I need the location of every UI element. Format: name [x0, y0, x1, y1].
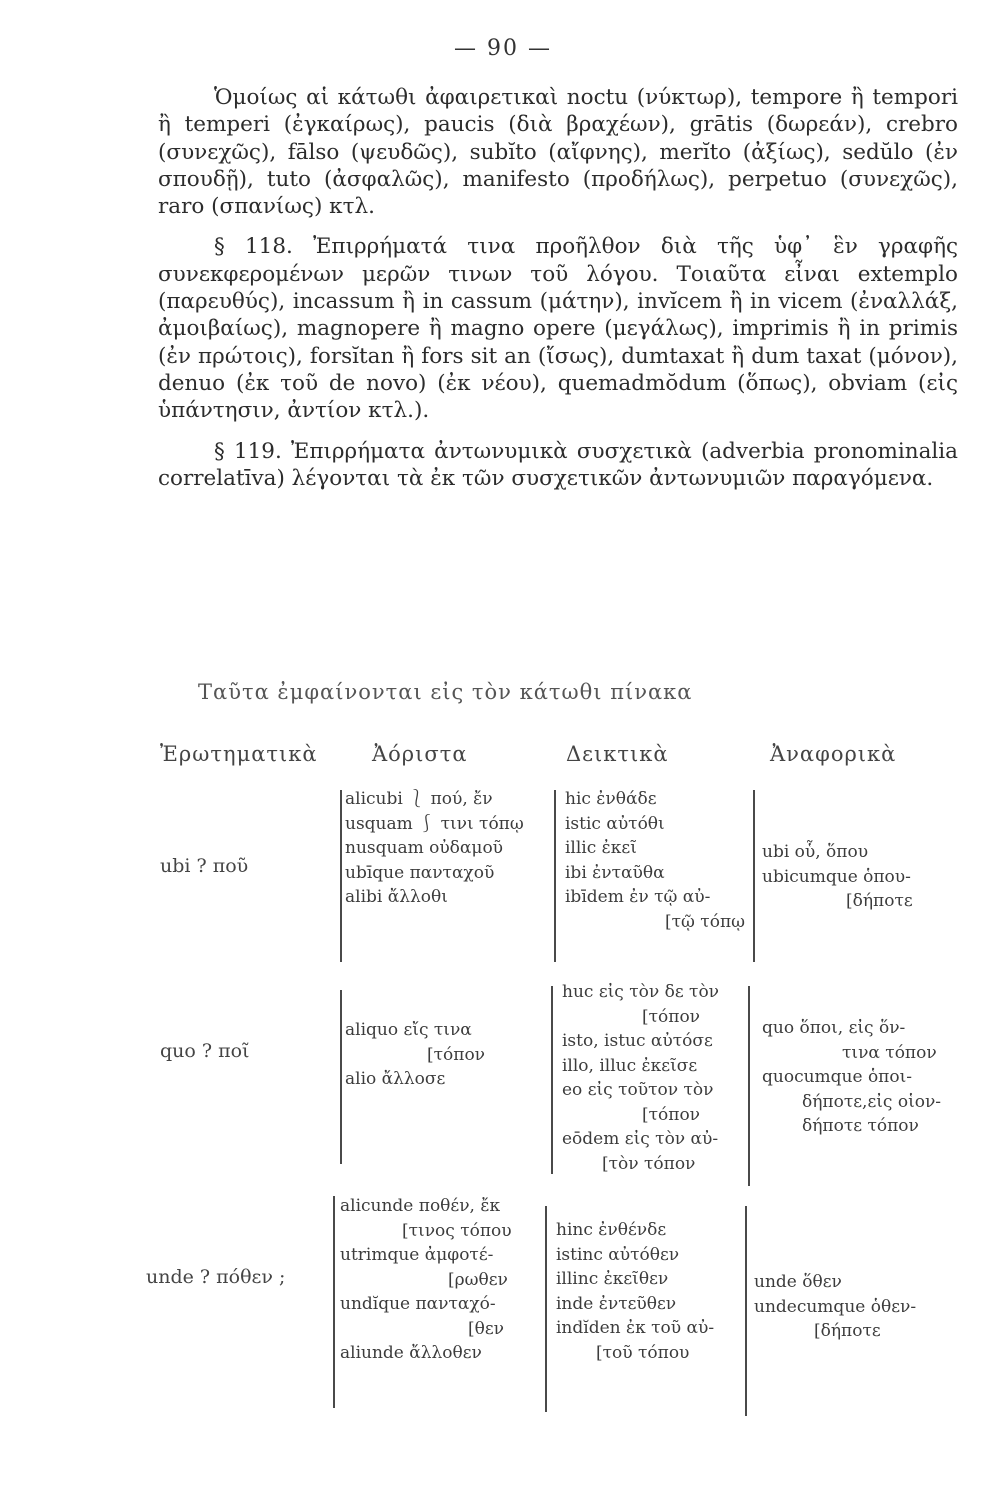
list-item: inde ἐντεῦθεν — [556, 1293, 677, 1314]
list-item: eōdem εἰς τὸν αὐ- — [562, 1129, 719, 1149]
list-item: unde ὅθεν — [754, 1272, 842, 1292]
list-item: indĭden ἐκ τοῦ αὐ- — [556, 1318, 715, 1338]
question-quo: quo ? ποῖ — [160, 1040, 250, 1062]
list-item: aliunde ἄλλοθεν — [340, 1343, 482, 1363]
rule — [333, 1196, 335, 1408]
list-item: δήποτε,εἰς οἱον- — [802, 1091, 942, 1112]
header-relative: Ἀναφορικὰ — [770, 742, 897, 766]
cell-demonstrative-unde — [556, 1218, 714, 1365]
list-item: illic ἐκεῖ — [565, 838, 637, 858]
list-item: usquam ⎰ τινι τόπῳ — [345, 813, 524, 834]
header-indefinite: Ἀόριστα — [372, 742, 468, 766]
list-item: [τινος τόπου — [402, 1220, 512, 1241]
cell-relative-quo — [762, 1016, 941, 1139]
list-item: alibi ἄλλοθι — [345, 887, 448, 907]
list-item: aliquo εἴς τινα — [345, 1020, 472, 1040]
list-item: alicunde ποθέν, ἔκ — [340, 1196, 501, 1216]
list-item: [τὸν τόπον — [602, 1153, 696, 1174]
list-item: ubīque πανταχοῦ — [345, 862, 495, 883]
list-item: istic αὐτόθι — [565, 813, 665, 834]
rule — [340, 990, 342, 1164]
list-item: undecumque ὁθεν- — [754, 1296, 917, 1317]
list-item: ubicumque ὁπου- — [762, 866, 911, 887]
cell-demonstrative-quo — [562, 980, 719, 1176]
list-item: utrimque ἀμφοτέ- — [340, 1245, 494, 1265]
cell-indefinite-unde — [340, 1194, 512, 1366]
cell-indefinite-ubi — [345, 787, 524, 910]
paragraph-section-119: § 119. Ἐπιρρήματα ἀντωνυμικὰ συσχετικὰ (adverbia pronominalia correlatīva) λέγονται τὰ ἐκ τῶν συσχετικῶν ἀντωνυμιῶν παραγόμενα. — [158, 438, 958, 491]
list-item: quocumque ὁποι- — [762, 1067, 913, 1087]
cell-relative-ubi — [762, 840, 913, 914]
rule — [745, 1206, 747, 1416]
list-item: ibi ἐνταῦθα — [565, 862, 665, 883]
list-item: [τόπον — [427, 1044, 486, 1065]
rule — [554, 790, 556, 962]
list-item: [τῷ τόπῳ — [665, 911, 745, 932]
rule — [545, 1206, 547, 1412]
cell-relative-unde — [754, 1270, 916, 1344]
question-ubi: ubi ? ποῦ — [160, 855, 249, 877]
cell-demonstrative-ubi — [565, 787, 745, 934]
list-item: δήποτε τόπον — [802, 1116, 919, 1136]
list-item: huc εἰς τὸν δε τὸν — [562, 982, 720, 1002]
rule — [551, 986, 553, 1174]
rule — [340, 790, 342, 962]
list-item: istinc αὐτόθεν — [556, 1244, 680, 1265]
question-unde: unde ? πόθεν ; — [146, 1266, 286, 1288]
list-item: [θεν — [468, 1318, 505, 1339]
list-item: illinc ἐκεῖθεν — [556, 1269, 669, 1289]
list-item: hic ἐνθάδε — [565, 789, 657, 809]
list-item: ibīdem ἐν τῷ αὐ- — [565, 887, 711, 907]
paragraph-adverbs-ablative: Ὁμοίως αἱ κάτωθι ἀφαιρετικαὶ noctu (νύκτωρ), tempore ἢ tempori ἢ temperi (ἐγκαίρως), paucis (διὰ βραχέων), grātis (δωρεάν), crebro (συνεχῶς), fālso (ψευδῶς), subĭto (αἴφνης), merĭto (ἀξίως), sedŭlo (ἐν σπουδῇ), tuto (ἀσφαλῶς), manifesto (προδήλως), perpetuo (συνεχῶς), raro (σπανίως) κτλ. — [158, 85, 958, 220]
list-item: hinc ἐνθένδε — [556, 1220, 667, 1240]
rule — [748, 986, 750, 1186]
list-item: isto, istuc αὐτόσε — [562, 1031, 713, 1051]
cell-indefinite-quo — [345, 1018, 485, 1092]
table-intro: Ταῦτα ἐμφαίνονται εἰς τὸν κάτωθι πίνακα — [198, 680, 693, 704]
list-item: [δήποτε — [846, 891, 913, 911]
list-item: illo, illuc ἐκεῖσε — [562, 1055, 698, 1076]
list-item: ubi οὗ, ὅπου — [762, 842, 869, 862]
list-item: τινα τόπον — [842, 1042, 937, 1063]
list-item: nusquam οὐδαμοῦ — [345, 838, 504, 858]
list-item: alio ἄλλοσε — [345, 1069, 446, 1089]
rule — [753, 790, 755, 962]
list-item: quo ὅποι, εἰς ὅν- — [762, 1018, 906, 1038]
list-item: alicubi ⎱ πού, ἔν — [345, 789, 493, 809]
list-item: undĭque πανταχό- — [340, 1294, 496, 1314]
list-item: eo εἰς τοῦτον τὸν — [562, 1080, 714, 1100]
page-number: — 90 — — [454, 36, 552, 61]
header-interrogative: Ἐρωτηματικὰ — [160, 742, 318, 766]
body-text — [158, 84, 958, 505]
list-item: [τοῦ τόπου — [596, 1342, 690, 1363]
header-demonstrative: Δεικτικὰ — [566, 742, 669, 766]
list-item: [τόπον — [642, 1104, 701, 1125]
paragraph-section-118: § 118. Ἐπιρρήματά τινα προῆλθον διὰ τῆς ὑφ᾽ ἓν γραφῆς συνεκφερομένων μερῶν τινων τοῦ λόγου. Τοιαῦτα εἶναι extemplo (παρευθύς), incassum ἢ in cassum (μάτην), invĭcem ἢ in vicem (ἐναλλάξ, ἀμοιβαίως), magnopere ἢ magno opere (μεγάλως), imprimis ἢ in primis (ἐν πρώτοις), forsĭtan ἢ fors sit an (ἴσως), dumtaxat ἢ dum taxat (μόνον), denuo (ἐκ τοῦ de novo) (ἐκ νέου), quemadmŏdum (ὅπως), obviam (εἰς ὑπάντησιν, ἀντίον κτλ.). — [158, 234, 958, 424]
list-item: [ρωθεν — [448, 1269, 508, 1290]
list-item: [δήποτε — [814, 1321, 881, 1341]
list-item: [τόπον — [642, 1006, 701, 1027]
